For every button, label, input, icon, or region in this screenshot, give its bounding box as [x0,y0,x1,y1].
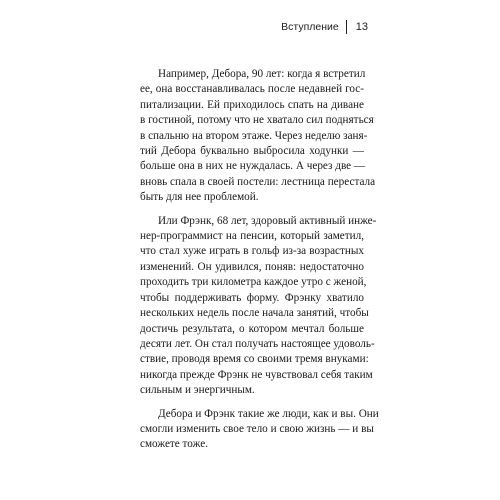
text-line: Дебора и Фрэнк такие же люди, как и вы. Они [158,407,379,420]
text-line: тий Дебора буквально выбросила ходунки — [140,145,364,158]
text-line: Или Фрэнк, 68 лет, здоровый активный инже- [158,214,377,227]
text-line: изменений. Он удивился, поняв: недостаточно [140,260,364,273]
section-title: Вступление [281,21,339,33]
text-line: никогда прежде Фрэнк не чувствовал себя таким [140,368,373,381]
text-line: питализации. Ей приходилось спать на диване [140,98,364,111]
text-line: нер-программист на пенсии, который заметил, [140,230,364,243]
text-line: в спальню на втором этаже. Через неделю заня- [140,129,368,142]
page-number: 13 [355,21,368,33]
text-line: ее, она восстанавливалась после недавней гос- [140,83,364,96]
text-line: что стал хуже играть в гольф из-за возрастных [140,245,364,258]
text-line: проходить три километра каждое утро с женой, [140,276,367,289]
text-line: вновь спала в своей постели: лестница перестала [140,175,376,188]
text-line: сильным и энергичным. [140,384,255,397]
text-line: десяти лет. Он стал получать настоящее удоволь- [140,337,375,350]
running-head [281,20,368,34]
text-line: быть для нее проблемой. [140,191,259,204]
text-line: чтобы поддерживать форму. Фрэнку хватило [140,291,364,304]
text-line: ствие, проводя время со своими тремя внуками: [140,353,369,366]
paragraph-conclusion [140,407,379,453]
paragraph-frank [140,214,377,399]
paragraph-debora [140,67,376,206]
text-line: смогли изменить свое тело и свою жизнь — и вы [140,422,374,435]
text-line: достичь результата, о котором мечтал больше [140,322,364,335]
text-line: Например, Дебора, 90 лет: когда я встретил [158,68,366,80]
text-line: нескольких недель после начала занятий, чтобы [140,307,369,320]
text-line: сможете тоже. [140,438,208,451]
body-text [140,67,379,453]
text-line: в гостиной, потому что не хватало сил подняться [140,114,374,127]
text-line: больше она в них не нуждалась. А через две — [140,160,366,173]
